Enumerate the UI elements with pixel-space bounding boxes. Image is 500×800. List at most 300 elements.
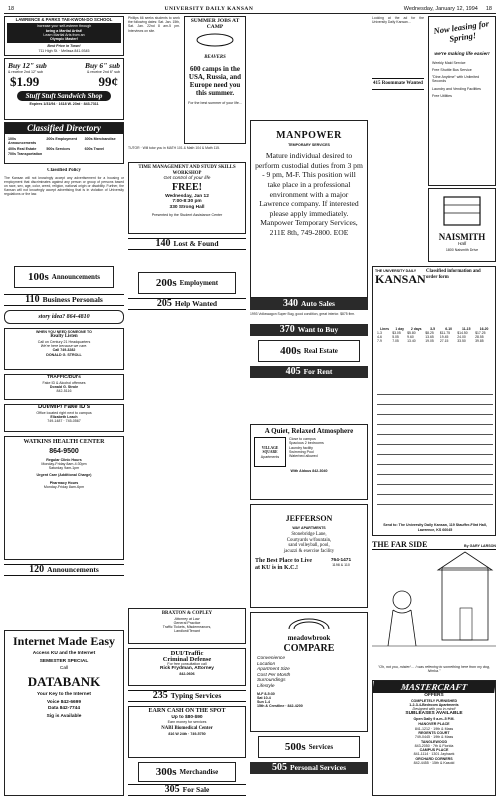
form-line[interactable] bbox=[377, 497, 493, 505]
village-title: A Quiet, Relaxed Atmosphere bbox=[264, 427, 354, 435]
watkins-line: Regular Clinic Hours bbox=[46, 457, 82, 462]
mastercraft-phone: 843-2050 · 7th & Florida bbox=[414, 743, 454, 748]
meadowbrook-item: Surroundings bbox=[257, 678, 286, 684]
col1-text-filler bbox=[4, 580, 124, 628]
form-line[interactable] bbox=[377, 487, 493, 495]
rate-cell: 27.15 bbox=[439, 339, 449, 343]
realty-phone: Call 749-3282 bbox=[52, 348, 76, 353]
form-line[interactable] bbox=[377, 417, 493, 425]
page-number-right: 18 bbox=[485, 5, 492, 12]
sandwich-ad bbox=[4, 58, 124, 120]
man-body-icon bbox=[388, 610, 416, 646]
employment-label: Employment bbox=[179, 279, 219, 287]
personal-services-label: Personal Services bbox=[289, 763, 347, 772]
leasing-item: Laundry and Vending Facilities bbox=[432, 86, 481, 91]
realty-line-1: Realty Listen bbox=[50, 334, 78, 340]
rate-cell: $14.50 bbox=[457, 331, 468, 335]
braxton-line: Attorney at Law bbox=[174, 616, 200, 621]
form-line[interactable] bbox=[377, 387, 493, 395]
internet-title: Internet Made Easy bbox=[13, 634, 115, 648]
taekwondo-line-3: Learn Martial Arts from an bbox=[43, 32, 85, 37]
rate-table bbox=[377, 327, 493, 343]
mastercraft-line-3: Designed with you in mind! bbox=[412, 707, 456, 712]
form-line[interactable] bbox=[377, 457, 493, 465]
real-estate-label: Real Estate bbox=[303, 347, 338, 355]
rate-cell: 39.85 bbox=[475, 339, 484, 343]
for-rent-label: For Rent bbox=[303, 367, 333, 376]
rate-col-head: Lines bbox=[380, 327, 390, 331]
rate-cell: 28.55 bbox=[475, 335, 484, 339]
form-line[interactable] bbox=[377, 477, 493, 485]
sub-left-sub: & receive 2nd 12" sub bbox=[8, 70, 44, 74]
sub-right-price: 99¢ bbox=[98, 74, 118, 90]
watkins-line: Monday-Friday 8am-4:30pm bbox=[41, 461, 87, 466]
village-item: Waterbed allowed bbox=[289, 454, 318, 459]
dui-title: DUI/MIP/ Fake ID's bbox=[37, 404, 91, 410]
rate-cell: 5.05 bbox=[392, 335, 399, 339]
internet-line-4: Your Key to the Internet bbox=[36, 691, 91, 697]
lost-num: 140 bbox=[155, 238, 171, 249]
traffic-attorney: Donald G. Strole bbox=[49, 384, 79, 389]
announcements-num: 100s bbox=[27, 271, 49, 283]
mastercraft-brand: MASTERCRAFT bbox=[372, 681, 496, 693]
camp-body: 600 camps in the USA, Russia, and Europe need you this summer. bbox=[188, 64, 242, 97]
braxton-title: BRAXTON & COPLEY bbox=[161, 611, 213, 616]
directory-item: 500s Services bbox=[46, 146, 71, 151]
dui-attorney: Elizabeth Leach bbox=[50, 414, 78, 419]
workshop-free: FREE! bbox=[172, 181, 202, 193]
for-rent-text bbox=[250, 380, 368, 420]
sub-left-price: $1.99 bbox=[10, 74, 40, 90]
nabi-title: EARN CASH ON THE SPOT bbox=[148, 708, 226, 714]
paper-name: UNIVERSITY DAILY KANSAN bbox=[164, 5, 254, 12]
lost-text bbox=[128, 252, 246, 268]
roof-icon bbox=[438, 552, 492, 570]
interviews-text bbox=[128, 16, 180, 98]
for-rent-num: 405 bbox=[285, 366, 301, 377]
jefferson-phone: 764-1471 bbox=[330, 557, 352, 563]
sub-right-label: Buy 6" sub bbox=[84, 61, 120, 70]
help-wanted-num: 205 bbox=[156, 298, 172, 309]
braxton-ad bbox=[128, 608, 246, 644]
merchandise-header bbox=[138, 762, 236, 782]
rate-cell: $3.05 bbox=[392, 331, 401, 335]
real-estate-header bbox=[258, 340, 360, 362]
taekwondo-bottom: Best Price in Town! bbox=[47, 44, 81, 49]
leasing-item: "Dine Anytime" with Unlimited Seconds bbox=[432, 75, 480, 84]
traffic-line: Fake ID & Alcohol offenses bbox=[42, 380, 86, 385]
auto-sales-text bbox=[250, 312, 368, 322]
workshop-date: Wednesday, Jan 12 bbox=[165, 193, 209, 199]
mastercraft-place: TANGLEWOOD bbox=[420, 739, 448, 744]
workshop-title: TIME MANAGEMENT AND STUDY SKILLS WORKSHOP bbox=[138, 165, 236, 176]
meadowbrook-hours: Sun 1-4 bbox=[257, 700, 270, 705]
lost-found-header bbox=[4, 564, 124, 576]
rate-row bbox=[377, 339, 493, 343]
internet-sig: Sig is Available bbox=[46, 713, 82, 719]
help-wanted-header bbox=[128, 298, 246, 310]
dui-line: Office located right next to campus bbox=[36, 410, 92, 415]
dui-traffic-line-2: Criminal Defense bbox=[162, 655, 212, 663]
taekwondo-line-2: being a Martial Artist! bbox=[45, 28, 83, 33]
roommate-num: 415 bbox=[373, 81, 381, 86]
help-wanted-text bbox=[128, 312, 246, 604]
meadowbrook-item: Lifestyle bbox=[257, 683, 275, 689]
typing-num: 235 bbox=[152, 690, 168, 701]
form-line[interactable] bbox=[377, 397, 493, 405]
taekwondo-address: 711 High St. · Melissa 841-9345 bbox=[38, 48, 90, 53]
naismith-sub: Hall bbox=[457, 242, 467, 247]
form-brand: KANSAN bbox=[375, 272, 426, 287]
village-item: Close to campus bbox=[289, 437, 316, 441]
braxton-line: Traffic Tickets, Misdemeanors, bbox=[162, 625, 212, 630]
rate-cell: 4-6 bbox=[377, 335, 382, 339]
story-ideas-text: story idea? 864-4810 bbox=[38, 314, 90, 320]
workshop-time: 7:00-8:30 pm bbox=[172, 199, 202, 205]
jefferson-sub: WAY APARTMENTS bbox=[292, 526, 326, 530]
typing-header bbox=[128, 690, 246, 702]
taekwondo-line-4: Olympic Master! bbox=[50, 37, 78, 42]
mastercraft-place: ORCHARD CORNERS bbox=[415, 756, 453, 761]
directory-item: 600s Travel bbox=[84, 146, 105, 151]
rate-cell: $8.25 bbox=[425, 331, 434, 335]
taekwondo-line-1: Increase your self-esteem through bbox=[36, 24, 92, 29]
rate-cell: 9.60 bbox=[407, 335, 414, 339]
merchandise-label: Merchandise bbox=[179, 768, 219, 776]
classified-policy-title: Classified Policy bbox=[47, 168, 81, 173]
rate-col-head: 2 days bbox=[410, 327, 422, 331]
column-4 bbox=[372, 16, 496, 796]
naismith-ad bbox=[428, 188, 496, 262]
mastercraft-offers: OFFERS bbox=[424, 693, 444, 698]
form-send: Send to: The University Daily Kansan, 119 Stauffer-Flint Hall, Lawrence, KS 66045 bbox=[383, 523, 487, 532]
mastercraft-place: REGENTS COURT bbox=[418, 730, 450, 735]
nabi-line: Earn money for services bbox=[167, 720, 207, 725]
for-sale-header bbox=[128, 784, 246, 796]
roommate-header bbox=[372, 78, 424, 90]
for-sale-num: 305 bbox=[164, 784, 180, 795]
classified-policy-text: The Kansan will not knowingly accept any advertisement for a housing or employment that discriminates against any person or group of persons based on race, sex, age, color, creed, religion, national origin or disability. Further, the Kansan will not knowingly accept advertising that is in violation of University regulations or the law. bbox=[4, 175, 124, 197]
page-number-left: 18 bbox=[8, 5, 15, 12]
dui-traffic-line-4: Rick Frydman, Attorney bbox=[160, 666, 214, 672]
taekwondo-title: LAWRENCE & PARKS TAE-KWON-DO SCHOOL bbox=[15, 17, 113, 22]
realty-line-3: We're here because we care. bbox=[40, 344, 88, 349]
employment-header bbox=[138, 272, 236, 294]
naismith-address: 1800 Naismith Drive bbox=[445, 247, 479, 252]
kansan-order-form bbox=[372, 266, 496, 536]
internet-line-2: SEMESTER SPECIAL bbox=[39, 658, 89, 664]
directory-item: 300s Merchandise bbox=[84, 137, 116, 141]
jefferson-slogan: The Best Place to Live at KU is in K.C.! bbox=[255, 557, 312, 571]
dui-traffic-ad bbox=[128, 648, 246, 686]
business-personals-num: 110 bbox=[25, 294, 40, 305]
leasing-item: Free Shuttle Bus Service bbox=[432, 67, 472, 72]
internet-data: Data 842-7744 bbox=[47, 705, 80, 711]
village-item: Laundry facility bbox=[289, 445, 313, 450]
for-sale-label: For Sale bbox=[182, 785, 210, 794]
mastercraft-line-2: 1-2-3-4-Bedroom Apartments bbox=[409, 702, 459, 707]
dui-traffic-phone: 842-0606 bbox=[179, 672, 195, 677]
help-wanted-label: Help Wanted bbox=[174, 299, 218, 308]
meadowbrook-address: 15th & Crestline · 842-4200 bbox=[257, 704, 303, 709]
jefferson-line-1: Stonebridge Lane, bbox=[291, 532, 327, 538]
rate-cell: 24.00 bbox=[457, 335, 466, 339]
meadowbrook-hours: Sat 10-4 bbox=[257, 695, 271, 700]
jefferson-line-3: sand volleyball, pool, bbox=[288, 543, 330, 549]
right-classified-column bbox=[250, 290, 368, 796]
business-personals-label: Business Personals bbox=[42, 295, 103, 304]
leasing-title: Now leasing for Spring! bbox=[432, 18, 490, 44]
form-line[interactable] bbox=[377, 447, 493, 455]
village-logo bbox=[254, 437, 286, 467]
meadowbrook-item: Location bbox=[257, 661, 276, 667]
internet-line-1: Access KU and the Internet bbox=[32, 651, 96, 656]
workshop-ad bbox=[128, 162, 246, 234]
sub-right-sub: & receive 2nd 6" sub bbox=[86, 70, 120, 74]
realty-line-2: Call on Century 21 Headquarters bbox=[37, 339, 91, 344]
jefferson-line-4: jacuzzi & exercise facility bbox=[283, 549, 335, 555]
business-personals-header bbox=[4, 294, 124, 306]
house-icon bbox=[442, 568, 488, 640]
rate-cell: $11.75 bbox=[439, 331, 451, 335]
personal-services-text bbox=[250, 776, 368, 794]
camp-footer: For the best summer of your life... bbox=[188, 100, 242, 105]
village-sub: Apartments bbox=[260, 454, 280, 459]
rate-col-head: 11-15 bbox=[461, 327, 471, 331]
classified-directory bbox=[4, 122, 124, 164]
rate-cell: 7-9 bbox=[377, 339, 382, 343]
man-head-icon bbox=[393, 591, 411, 609]
form-line[interactable] bbox=[377, 437, 493, 445]
auto-sales-body: 1993 Volkswagon Super Bug, good condition, great interior. $875 firm. bbox=[250, 312, 356, 316]
village-square-ad bbox=[250, 424, 368, 500]
watkins-line: Pharmacy Hours bbox=[49, 480, 79, 485]
mastercraft-line-5: Open Daily 9 a.m.-5 P.M. bbox=[413, 717, 455, 722]
rate-cell: $5.80 bbox=[407, 331, 416, 335]
camp-brand: BEAVERS bbox=[204, 55, 226, 61]
col4-text-1 bbox=[372, 94, 424, 262]
village-brand: VILLAGE SQUARE bbox=[261, 446, 279, 455]
watkins-filler bbox=[9, 519, 119, 555]
form-line[interactable] bbox=[377, 467, 493, 475]
merchandise-num: 300s bbox=[155, 766, 177, 778]
directory-item: 700s Transportation bbox=[8, 151, 43, 156]
roommate-label: Roommate Wanted bbox=[381, 81, 423, 86]
village-phone: With Aldous 842-3040 bbox=[290, 469, 328, 473]
manpower-body: Mature individual desired to perform custodial duties from 3 pm - 9 pm, M-F. This position will take place in a professional environment with a major Lawrence company. If interested please apply immediately. Manpower Temporary Services, 211E 8th, 749-2800. EOE bbox=[255, 151, 363, 238]
traffic-phone: 842-5116 bbox=[56, 389, 72, 394]
watkins-phone: 864-9500 bbox=[49, 447, 79, 455]
leasing-ad bbox=[428, 16, 496, 186]
directory-item: 100s Announcements bbox=[8, 137, 37, 146]
form-title: Classified information and order form bbox=[426, 269, 481, 280]
meadowbrook-hours: M-F 8-5:30 bbox=[257, 691, 275, 696]
leasing-item: Weekly Maid Service bbox=[432, 60, 466, 65]
village-item: Swimming Pool bbox=[289, 449, 314, 454]
workshop-footer: Presented by the Student Assistance Center bbox=[151, 212, 223, 217]
nabi-ad bbox=[128, 706, 246, 758]
taekwondo-ad bbox=[4, 16, 124, 56]
form-rules bbox=[375, 289, 493, 323]
far-side-title: THE FAR SIDE bbox=[372, 540, 428, 549]
lost-found-label: Announcements bbox=[47, 565, 99, 574]
rate-cell: 19.45 bbox=[439, 335, 449, 339]
lost-header bbox=[128, 238, 246, 250]
rate-col-head: 1 day bbox=[395, 327, 404, 331]
tutor-body: TUTOR · Will tutor you in MATH 101 & Math 104 & Math 115. bbox=[128, 146, 220, 150]
announcements-label: Announcements bbox=[51, 273, 100, 281]
realty-title: WHEN YOU NEED SOMEONE TO bbox=[36, 330, 92, 334]
meadowbrook-compare: COMPARE bbox=[283, 643, 335, 654]
workshop-line-1: Get control of your life bbox=[163, 176, 211, 182]
nabi-brand: NABI Biomedical Center bbox=[161, 726, 213, 732]
watkins-line: Monday-Friday 8am-6pm bbox=[43, 485, 85, 490]
rate-cell: 1-3 bbox=[377, 331, 382, 335]
rate-cell: 7.05 bbox=[392, 339, 399, 343]
naismith-brand: NAISMITH bbox=[438, 232, 486, 242]
announcements-header bbox=[14, 266, 114, 288]
internet-ad bbox=[4, 630, 124, 796]
jefferson-address: 1198 & 110 bbox=[332, 563, 350, 568]
issue-date: Wednesday, January 12, 1994 bbox=[403, 5, 478, 12]
personal-services-header bbox=[250, 762, 368, 774]
mastercraft-phone: 749-0445 · 19th & Mass bbox=[414, 735, 454, 740]
traffic-title: TRAFFIC/DUI's bbox=[47, 375, 81, 380]
braxton-line: General Practice bbox=[173, 620, 201, 625]
personal-services-num: 505 bbox=[271, 762, 287, 773]
auto-sales-header bbox=[250, 298, 368, 310]
realty-ad bbox=[4, 328, 124, 370]
dui-traffic-line-1: DUI/Traffic bbox=[170, 650, 204, 657]
far-side-drawing bbox=[372, 550, 496, 660]
form-univ: THE UNIVERSITY DAILY bbox=[375, 269, 417, 273]
far-side-caption: "Oh, not you, mister! ... I was referring to something here from my dog, Nimka." bbox=[377, 665, 491, 674]
rate-cell: $17.25 bbox=[475, 331, 486, 335]
nabi-sub: Up to $80-$90 bbox=[171, 714, 203, 720]
rate-cell: 33.50 bbox=[457, 339, 466, 343]
jefferson-logo bbox=[251, 508, 367, 526]
rate-col-head: 16-20 bbox=[479, 327, 489, 331]
reader-body: Looking at the ad for the University Daily Kansan... bbox=[372, 16, 424, 25]
form-line[interactable] bbox=[377, 427, 493, 435]
jefferson-line-2: Courtyards w/fountain, bbox=[286, 537, 332, 543]
column-1 bbox=[4, 16, 124, 796]
village-item: Spacious 2 bedrooms bbox=[289, 441, 324, 446]
rate-cell: 13.65 bbox=[425, 335, 434, 339]
typing-label: Typing Services bbox=[170, 691, 222, 700]
jefferson-ad bbox=[250, 504, 368, 608]
realty-agent: DONALD G. STROLL bbox=[46, 352, 82, 357]
braxton-line: Landlord/Tenant bbox=[174, 629, 200, 634]
door-icon bbox=[460, 608, 472, 640]
mastercraft-phone: 841-1114 · 1301 Jayhawk bbox=[413, 752, 455, 757]
want-to-buy-header bbox=[250, 324, 368, 336]
far-side-author: By GARY LARSON bbox=[464, 544, 496, 548]
dui-phone: 749-1487 · 745-0567 bbox=[47, 419, 81, 424]
rate-col-head: 6-10 bbox=[445, 327, 452, 331]
naismith-building-icon bbox=[440, 193, 484, 227]
form-line[interactable] bbox=[377, 407, 493, 415]
dui-traffic-line-3: For free consultation call bbox=[167, 662, 207, 667]
form-fields bbox=[377, 387, 493, 507]
watkins-title: WATKINS HEALTH CENTER bbox=[23, 439, 105, 445]
for-rent-header bbox=[250, 366, 368, 378]
sub-left-label: Buy 12" sub bbox=[8, 61, 47, 70]
summer-camp-ad bbox=[184, 16, 246, 144]
meadowbrook-brand: meadowbrook bbox=[287, 634, 331, 642]
meadowbrook-item: Cost Per Month bbox=[257, 672, 291, 678]
naismith-logo bbox=[429, 193, 495, 232]
auto-sales-label: Auto Sales bbox=[301, 299, 335, 308]
services-label: Services bbox=[308, 743, 334, 751]
services-header bbox=[258, 736, 360, 758]
employment-num: 200s bbox=[155, 277, 177, 289]
rate-cell: 19.05 bbox=[425, 339, 434, 343]
watkins-line: Saturday 9am-1pm bbox=[48, 466, 80, 471]
page-header bbox=[4, 4, 496, 14]
mastercraft-line-1: COMPLETELY FURNISHED bbox=[410, 698, 458, 703]
interviews-body: Phillips 66 seeks students to work the following dates: Sat. Jan. 15th, Sat. Jan. 22nd 8 am-5 pm. Interviews on site. bbox=[128, 16, 180, 33]
auto-sales-num: 340 bbox=[283, 298, 299, 309]
watkins-line: Urgent Care (Additional Charge) bbox=[36, 473, 92, 478]
lost-label: Lost & Found bbox=[173, 239, 219, 248]
mastercraft-phone: 842-4455 · 15th & Kasold bbox=[413, 761, 455, 766]
tutor-text bbox=[128, 146, 246, 158]
watkins-ad bbox=[4, 436, 124, 560]
sandwich-brand: Stuff Stuft Sandwich Shop bbox=[17, 91, 111, 101]
story-ideas-box bbox=[4, 310, 124, 324]
summer-camp-title: SUMMER JOBS AT CAMP bbox=[190, 18, 240, 30]
meadowbrook-ad bbox=[250, 612, 368, 732]
databank-brand: DATABANK bbox=[27, 673, 101, 689]
real-estate-num: 400s bbox=[280, 345, 301, 357]
column-2 bbox=[128, 16, 246, 796]
camp-logo bbox=[185, 33, 245, 52]
lost-found-num: 120 bbox=[29, 564, 45, 575]
internet-line-3: Call bbox=[59, 666, 69, 672]
camp-beaver-icon bbox=[195, 33, 235, 47]
rate-col-head: 3-5 bbox=[430, 327, 436, 331]
dui-ad bbox=[4, 404, 124, 432]
internet-voice: Voice 842-6699 bbox=[46, 700, 82, 706]
nabi-phone: 816 W 24th · 749-5750 bbox=[168, 732, 206, 737]
want-to-buy-num: 370 bbox=[279, 324, 295, 335]
mastercraft-phone: 841-1212 · 19th & Mass bbox=[414, 726, 454, 731]
far-side-comic bbox=[372, 540, 496, 678]
want-to-buy-label: Want to Buy bbox=[297, 325, 339, 334]
reader-text bbox=[372, 16, 424, 76]
classified-policy bbox=[4, 168, 124, 264]
manpower-brand: MANPOWER bbox=[276, 130, 342, 141]
meadowbrook-rainbow-icon bbox=[284, 617, 334, 629]
workshop-place: 330 Strong Hall bbox=[169, 204, 205, 210]
leasing-item: Free Utilities bbox=[432, 94, 452, 99]
classified-directory-title: Classified Directory bbox=[5, 123, 123, 134]
mastercraft-place: HANOVER PLACE bbox=[418, 722, 450, 727]
meadowbrook-item: Convenience bbox=[257, 656, 286, 661]
directory-item: 200s Employment bbox=[46, 137, 77, 141]
services-num: 500s bbox=[284, 741, 306, 753]
mastercraft-place: CAMPUS PLACE bbox=[419, 748, 449, 753]
jefferson-brand: JEFFERSON bbox=[285, 514, 333, 523]
mastercraft-ad bbox=[372, 680, 496, 796]
manpower-sub: TEMPORARY SERVICES bbox=[288, 143, 330, 147]
meadowbrook-logo bbox=[251, 616, 367, 634]
sandwich-footer: Expires 1/31/94 · 1618 W. 23rd · 843-7311 bbox=[29, 102, 99, 107]
leasing-sub: we're making life easier! bbox=[434, 52, 490, 57]
directory-item: 400s Real Estate bbox=[8, 146, 37, 151]
mastercraft-line-4: SUBLEASES AVAILABLE bbox=[405, 711, 463, 717]
